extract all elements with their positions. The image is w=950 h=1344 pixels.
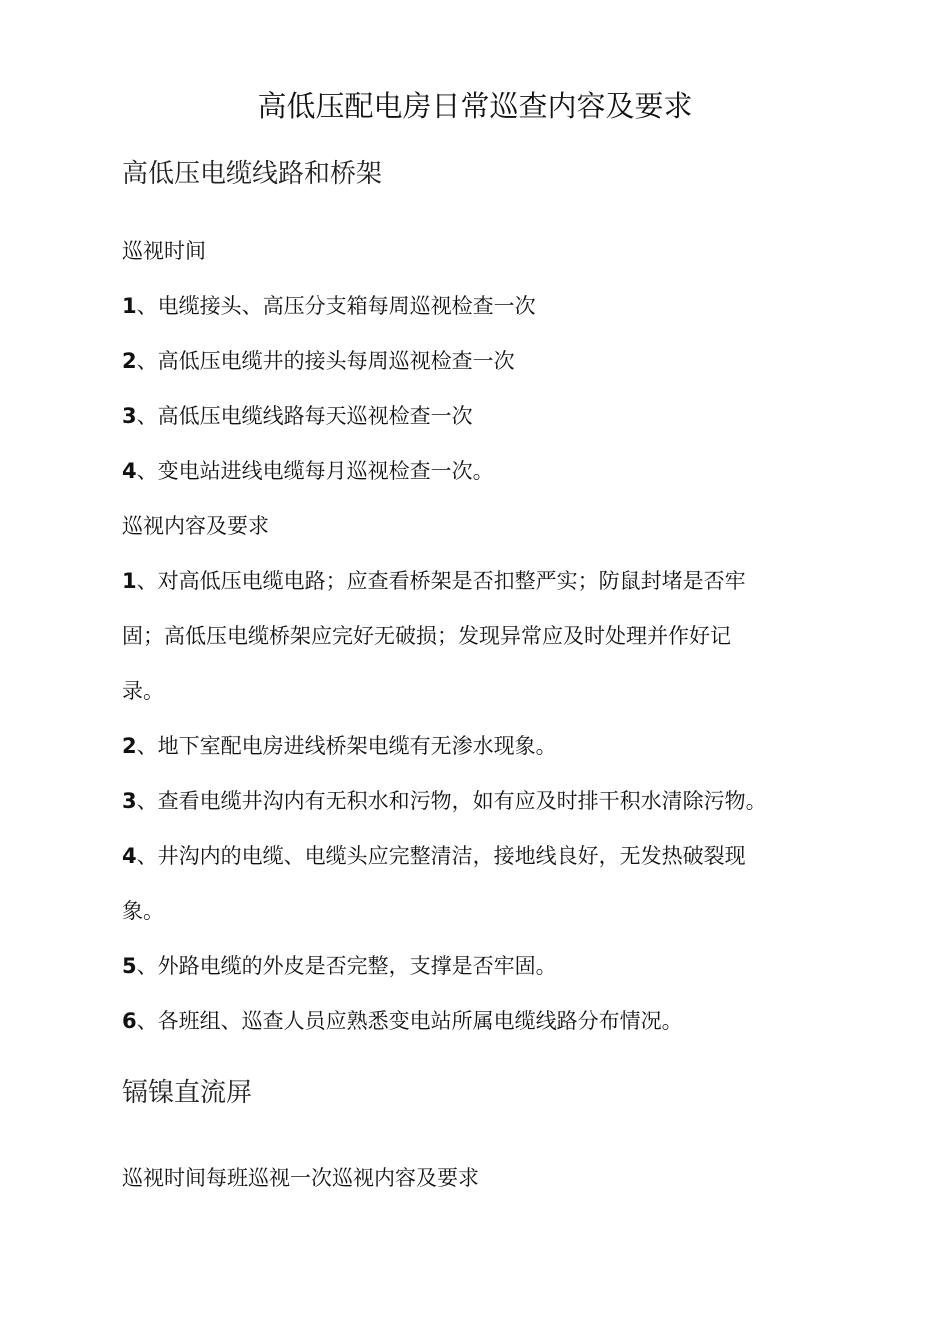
time-item [122,401,473,431]
item-number: 3 [122,404,137,428]
time-item [122,456,494,486]
time-item [122,346,515,376]
document-title: 高低压配电房日常巡查内容及要求 [257,89,693,123]
section-heading-dc-panel: 镉镍直流屏 [122,1078,253,1108]
item-number: 2 [122,734,137,758]
content-line [122,951,557,981]
item-text: 、电缆接头、高压分支箱每周巡视检查一次 [136,294,536,318]
inspection-time-heading: 巡视时间 [122,239,206,263]
content-requirements-heading: 巡视内容及要求 [122,514,269,538]
item-text: 录。 [122,679,164,703]
content-line [122,786,767,816]
item-text: 、地下室配电房进线桥架电缆有无渗水现象。 [136,734,557,758]
item-number: 3 [122,789,137,813]
dc-panel-inspection-line: 巡视时间每班巡视一次巡视内容及要求 [122,1166,479,1190]
item-number: 4 [122,459,137,483]
item-text: 、井沟内的电缆、电缆头应完整清洁，接地线良好，无发热破裂现 [136,844,746,868]
time-item [122,291,536,321]
content-line [122,841,746,871]
item-text: 、对高低压电缆电路；应查看桥架是否扣整严实；防鼠封堵是否牢 [136,569,746,593]
item-number: 6 [122,1009,137,1033]
item-text: 、变电站进线电缆每月巡视检查一次。 [136,459,494,483]
content-line [122,1006,683,1036]
item-text: 、查看电缆井沟内有无积水和污物，如有应及时排干积水清除污物。 [136,789,767,813]
content-line [122,566,746,596]
content-line [122,621,731,651]
item-text: 、外路电缆的外皮是否完整，支撑是否牢固。 [136,954,557,978]
item-text: 象。 [122,899,164,923]
item-text: 、各班组、巡查人员应熟悉变电站所属电缆线路分布情况。 [136,1009,683,1033]
item-number: 2 [122,349,137,373]
section-heading-cables: 高低压电缆线路和桥架 [122,159,383,189]
item-number: 1 [122,569,137,593]
item-text: 、高低压电缆井的接头每周巡视检查一次 [136,349,515,373]
content-line [122,896,164,926]
item-number: 5 [122,954,137,978]
content-line [122,676,164,706]
item-text: 固；高低压电缆桥架应完好无破损；发现异常应及时处理并作好记 [122,624,731,648]
item-number: 4 [122,844,137,868]
item-number: 1 [122,294,137,318]
item-text: 、高低压电缆线路每天巡视检查一次 [136,404,473,428]
content-line [122,731,557,761]
